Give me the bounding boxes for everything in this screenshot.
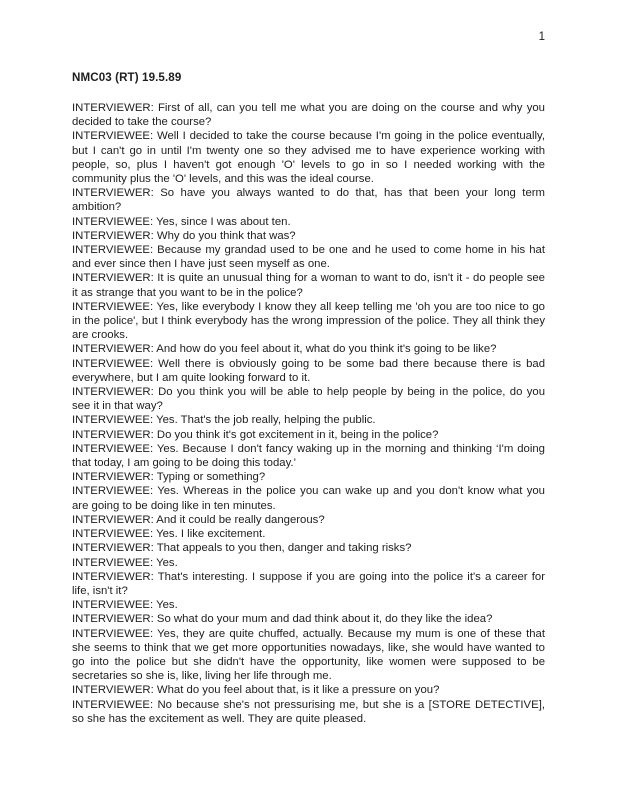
speaker-label: INTERVIEWER: [72, 613, 154, 626]
transcript-turn [72, 612, 545, 626]
transcript-turn [72, 442, 545, 470]
speaker-label: INTERVIEWEE: [72, 244, 154, 257]
speaker-label: INTERVIEWEE: [72, 300, 154, 313]
speaker-label: INTERVIEWER: [72, 187, 154, 200]
transcript-turn [72, 484, 545, 512]
speaker-label: INTERVIEWEE: [72, 414, 154, 427]
turn-text: Yes, like everybody I know they all keep telling me 'oh you are too nice to go in the police', but I think everybody has the wrong impression of the police. They all think they are crooks. [72, 300, 545, 342]
turn-text: Yes. I like excitement. [156, 528, 266, 541]
speaker-label: INTERVIEWEE: [72, 556, 154, 569]
turn-text: Typing or something? [156, 471, 266, 484]
speaker-label: INTERVIEWEE: [72, 130, 154, 143]
transcript-turn [72, 428, 545, 442]
transcript-turn [72, 271, 545, 299]
turn-text: Yes, since I was about ten. [156, 215, 291, 228]
speaker-label: INTERVIEWER: [72, 570, 154, 583]
turn-text: What do you feel about that, is it like a pressure on you? [156, 684, 440, 697]
transcript [72, 101, 545, 726]
turn-text: Yes. Because I don't fancy waking up in the morning and thinking ‘I'm doing that today, I am going to be doing this today.’ [72, 442, 545, 470]
turn-text: And how do you feel about it, what do you think it's going to be like? [156, 343, 497, 356]
speaker-label: INTERVIEWEE: [72, 528, 154, 541]
turn-text: That's interesting. I suppose if you are going into the police it's a career for life, isn't it? [72, 570, 545, 597]
speaker-label: INTERVIEWER: [72, 229, 154, 242]
turn-text: First of all, can you tell me what you are doing on the course and why you decided to take the course? [72, 102, 545, 129]
turn-text: It is quite an unusual thing for a woman to want to do, isn't it - do people see it as strange that you want to be in the police? [72, 272, 545, 299]
transcript-turn [72, 527, 545, 541]
transcript-turn [72, 385, 545, 413]
page-number: 1 [538, 31, 545, 43]
speaker-label: INTERVIEWER: [72, 386, 154, 399]
transcript-turn [72, 598, 545, 612]
transcript-turn [72, 698, 545, 726]
speaker-label: INTERVIEWEE: [72, 215, 154, 228]
transcript-turn [72, 683, 545, 697]
transcript-turn [72, 215, 545, 229]
turn-text: So what do your mum and dad think about it, do they like the idea? [156, 613, 493, 626]
turn-text: Yes. That's the job really, helping the public. [156, 414, 376, 427]
speaker-label: INTERVIEWEE: [72, 698, 154, 711]
transcript-turn [72, 229, 545, 243]
speaker-label: INTERVIEWEE: [72, 485, 154, 498]
speaker-label: INTERVIEWER: [72, 471, 154, 484]
turn-text: No because she's not pressurising me, but she is a [STORE DETECTIVE], so she has the excitement as well. They are quite pleased. [72, 698, 545, 725]
transcript-turn [72, 570, 545, 598]
transcript-turn [72, 413, 545, 427]
transcript-turn [72, 627, 545, 684]
speaker-label: INTERVIEWEE: [72, 442, 154, 455]
speaker-label: INTERVIEWER: [72, 272, 154, 285]
transcript-turn [72, 300, 545, 343]
turn-text: Do you think you will be able to help people by being in the police, do you see it in that way? [72, 386, 545, 413]
speaker-label: INTERVIEWEE: [72, 357, 154, 370]
turn-text: Do you think it's got excitement in it, being in the police? [156, 428, 439, 441]
transcript-turn [72, 541, 545, 555]
turn-text: Well I decided to take the course because I'm going in the police eventually, but I can't go in until I'm twenty one so they advised me to have experience working with people, so, plus I haven't got enough 'O' levels to go in so I needed working with the community plus the 'O' levels, and this was the ideal course. [72, 130, 546, 186]
speaker-label: INTERVIEWER: [72, 102, 154, 114]
transcript-turn [72, 357, 545, 385]
turn-text: And it could be really dangerous? [156, 513, 325, 526]
speaker-label: INTERVIEWER: [72, 428, 154, 441]
transcript-turn [72, 101, 545, 129]
transcript-turn [72, 470, 545, 484]
transcript-turn [72, 556, 545, 570]
speaker-label: INTERVIEWER: [72, 513, 154, 526]
speaker-label: INTERVIEWER: [72, 684, 154, 697]
turn-text: Why do you think that was? [156, 229, 296, 242]
speaker-label: INTERVIEWER: [72, 343, 154, 356]
speaker-label: INTERVIEWEE: [72, 599, 154, 612]
transcript-turn [72, 243, 545, 271]
turn-text: So have you always wanted to do that, has that been your long term ambition? [72, 187, 545, 214]
turn-text: Yes. Whereas in the police you can wake up and you don't know what you are going to be doing like in ten minutes. [72, 485, 545, 512]
document-heading: NMC03 (RT) 19.5.89 [72, 71, 182, 84]
turn-text: Yes, they are quite chuffed, actually. Because my mum is one of these that she seems to think that we get more opportunities nowadays, like, she would have wanted to go into the police but she didn't have the opportunity, like women were supposed to be secretaries so she is, like, living her life through me. [72, 627, 546, 683]
transcript-turn [72, 513, 545, 527]
turn-text: Well there is obviously going to be some bad there because there is bad everywhere, but I am quite looking forward to it. [72, 357, 545, 384]
transcript-turn [72, 342, 545, 356]
turn-text: Because my grandad used to be one and he used to come home in his hat and ever since then I have just seen myself as one. [72, 244, 546, 271]
turn-text: That appeals to you then, danger and taking risks? [156, 542, 412, 555]
turn-text: Yes. [156, 556, 178, 569]
turn-text: Yes. [156, 599, 178, 612]
speaker-label: INTERVIEWEE: [72, 627, 154, 640]
transcript-turn [72, 129, 545, 186]
transcript-turn [72, 186, 545, 214]
speaker-label: INTERVIEWER: [72, 542, 154, 555]
